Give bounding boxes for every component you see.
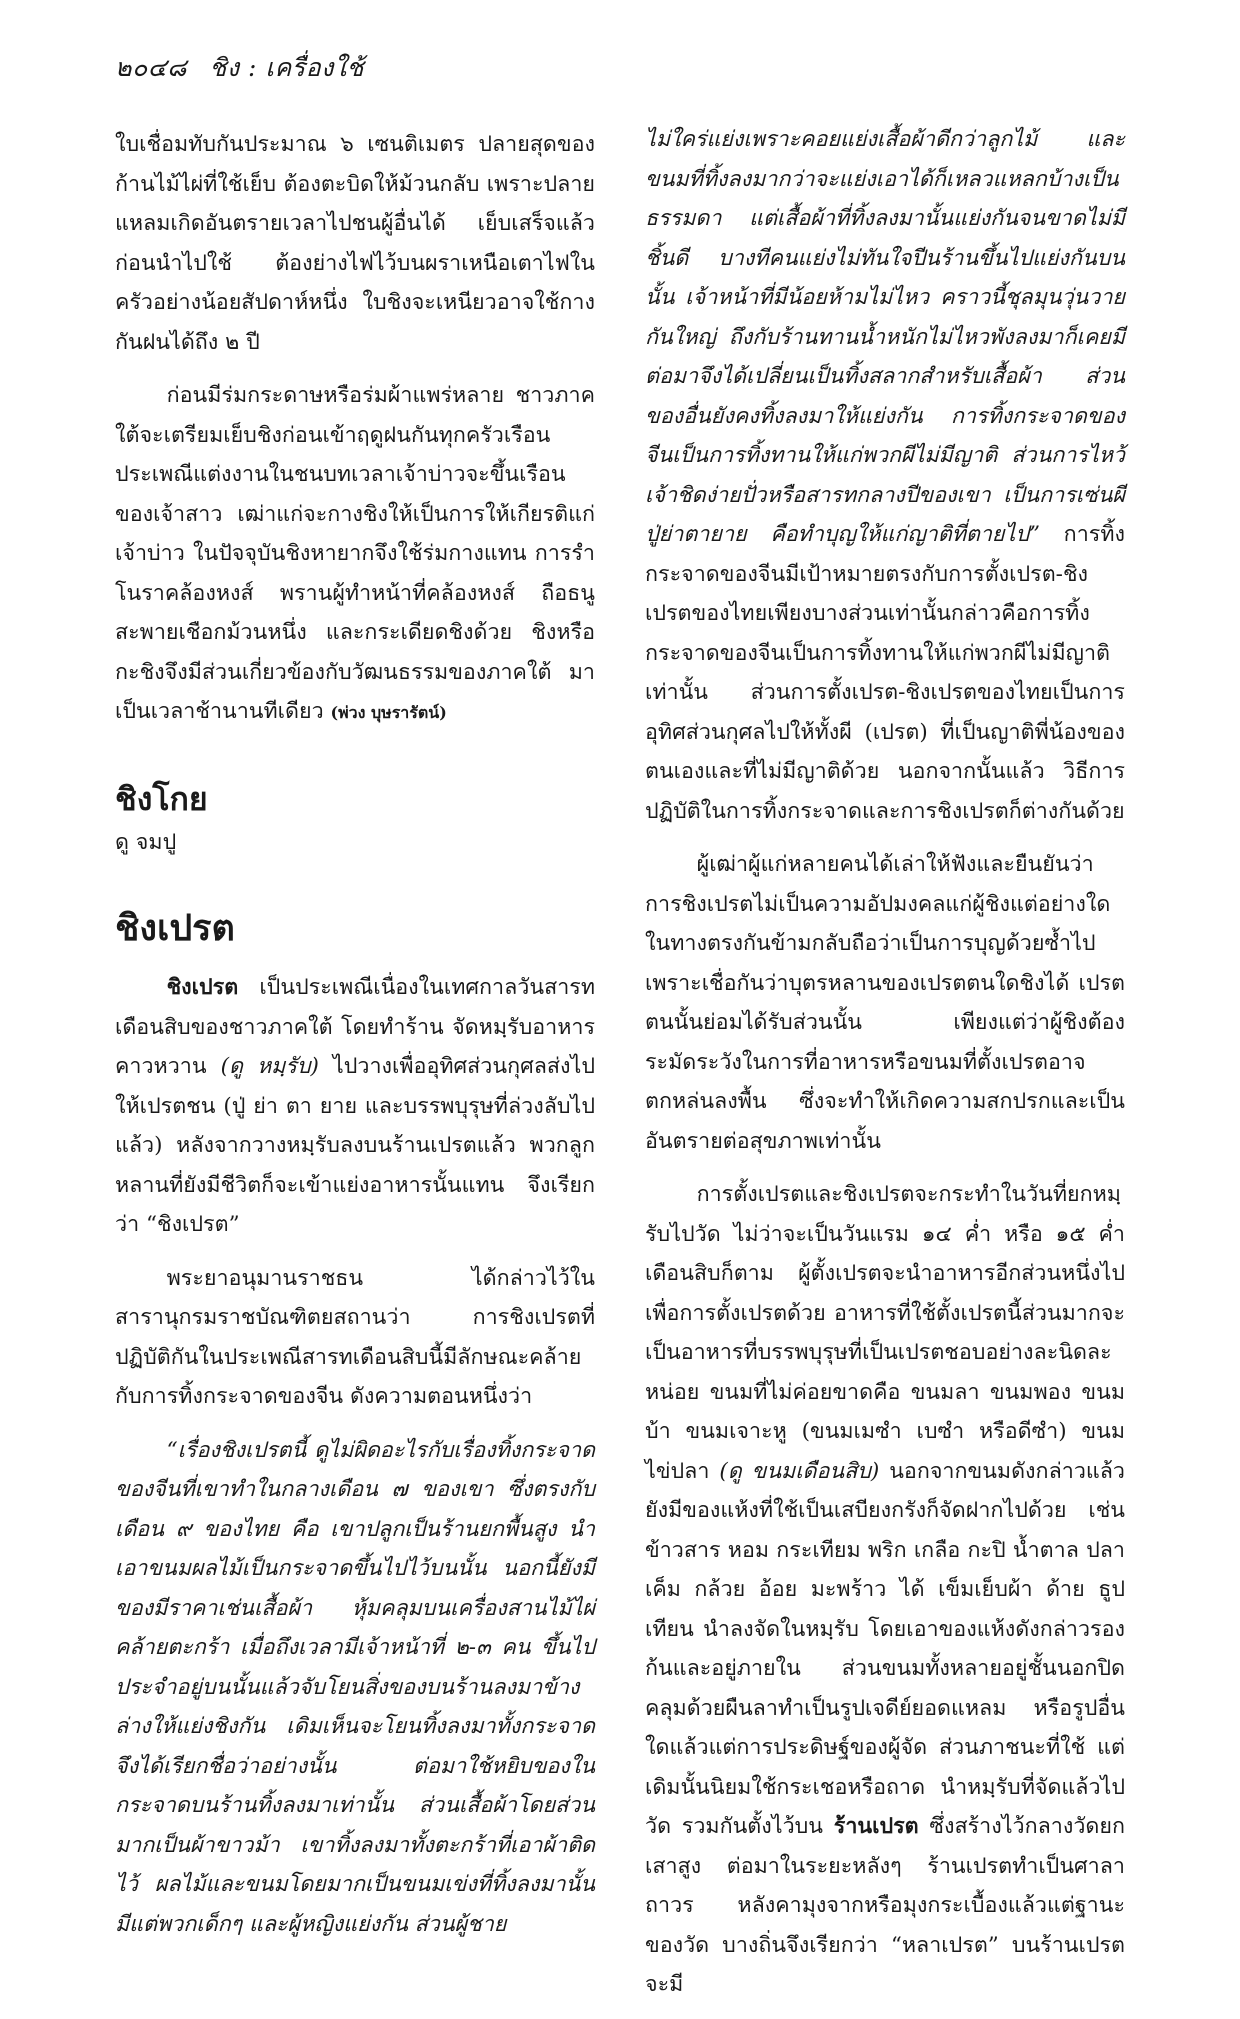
- quotation: “เรื่องชิงเปรตนี้ ดูไม่ผิดอะไรกับเรื่องทิ้งกระจาดของจีนที่เขาทำในกลางเดือน ๗ ของเขา ซึ่งตรงกับเดือน ๙ ของไทย คือ เขาปลูกเป็นร้านยกพื้นสูง นำเอาขนมผลไม้เป็นกระจาดขึ้นไปไว้บนนั้น นอกนี้ยังมีของมีราคาเช่นเสื้อผ้า หุ้มคลุมบนเครื่องสานไม้ไผ่ คล้ายตะกร้า เมื่อถึงเวลามีเจ้าหน้าที่ ๒-๓ คน ขึ้นไปประจำอยู่บนนั้นแล้วจับโยนสิ่งของบนร้านลงมาข้างล่างให้แย่งชิงกัน เดิมเห็นจะโยนทิ้งลงมาทั้งกระจาดจึงได้เรียกชื่อว่าอย่างนั้น ต่อมาใช้หยิบของในกระจาดบนร้านทิ้งลงมาเท่านั้น ส่วนเสื้อผ้าโดยส่วนมากเป็นผ้าขาวม้า เขาทิ้งลงมาทั้งตะกร้าที่เอาผ้าติดไว้ ผลไม้และขนมโดยมากเป็นขนมเข่งที่ทิ้งลงมานั้นมีแต่พวกเด็กๆ และผู้หญิงแย่งกัน ส่วนผู้ชาย: [115, 1437, 595, 1937]
- running-title: ชิง : เครื่องใช้: [209, 53, 364, 82]
- paragraph: ใบเชื่อมทับกันประมาณ ๖ เซนติเมตร ปลายสุดของก้านไม้ไผ่ที่ใช้เย็บ ต้องตะบิดให้ม้วนกลับ เพราะปลายแหลมเกิดอันตรายเวลาไปชนผู้อื่นได้ เย็บเสร็จแล้วก่อนนำไปใช้ ต้องย่างไฟไว้บนผราเหนือเตาไฟในครัวอย่างน้อยสัปดาห์หนึ่ง ใบชิงจะเหนียวอาจใช้กางกันฝนได้ถึง ๒ ปี: [115, 132, 595, 355]
- entry-title: ชิงเปรต: [115, 907, 235, 949]
- paragraph: พระยาอนุมานราชธน ได้กล่าวไว้ในสารานุกรมราชบัณฑิตยสถานว่า การชิงเปรตที่ปฏิบัติกันในประเพณีสารทเดือนสิบนี้มีลักษณะคล้ายกับการทิ้งกระจาดของจีน ดังความตอนหนึ่งว่า: [115, 1265, 595, 1409]
- paragraph: การตั้งเปรตและชิงเปรตจะกระทำในวันที่ยกหมฺรับไปวัด ไม่ว่าจะเป็นวันแรม ๑๔ ค่ำ หรือ ๑๕ ค่ำ เดือนสิบก็ตาม ผู้ตั้งเปรตจะนำอาหารอีกส่วนหนึ่งไปเพื่อการตั้งเปรตด้วย อาหารที่ใช้ตั้งเปรตนี้ส่วนมากจะเป็นอาหารที่บรรพบุรุษที่เป็นเปรตชอบอย่างละนิดละหน่อย ขนมที่ไม่ค่อยขาดคือ ขนมลา ขนมพอง ขนมบ้า ขนมเจาะหู (ขนมเมซำ เบซำ หรือดีซำ) ขนมไข่ปลา (ดู ขนมเดือนสิบ) นอกจากขนมดังกล่าวแล้ว ยังมีของแห้งที่ใช้เป็นเสบียงกรังก็จัดฝากไปด้วย เช่น ข้าวสาร หอม กระเทียม พริก เกลือ กะปิ น้ำตาล ปลาเค็ม กล้วย อ้อย มะพร้าว ได้ เข็มเย็บผ้า ด้าย ธูปเทียน นำลงจัดในหมฺรับ โดยเอาของแห้งดังกล่าวรองก้นและอยู่ภายใน ส่วนขนมทั้งหลายอยู่ชั้นนอกปิดคลุมด้วยผืนลาทำเป็นรูปเจดีย์ยอดแหลม หรือรูปอื่นใดแล้วแต่การประดิษฐ์ของผู้จัด ส่วนภาชนะที่ใช้ แต่เดิมนั้นนิยมใช้กระเชอหรือถาด นำหมฺรับที่จัดแล้วไปวัด รวมกันตั้งไว้บน ร้านเปรต ซึ่งสร้างไว้กลางวัดยกเสาสูง ต่อมาในระยะหลังๆ ร้านเปรตทำเป็นศาลาถาวร หลังคามุงจากหรือมุงกระเบื้องแล้วแต่ฐานะของวัด บางถิ่นจึงเรียกว่า “หลาเปรต” บนร้านเปรตจะมี: [645, 1182, 1126, 1997]
- page-number: ๒๐๔๘: [115, 53, 187, 82]
- author-credit: (พ่วง บุษรารัตน์): [330, 703, 447, 722]
- running-header: [115, 48, 364, 88]
- entry-title: ชิงโกย: [115, 779, 208, 818]
- paragraph: ชิงเปรต เป็นประเพณีเนื่องในเทศกาลวันสารทเดือนสิบของชาวภาคใต้ โดยทำร้าน จัดหมฺรับอาหารคาวหวาน (ดู หมฺรับ) ไปวางเพื่ออุทิศส่วนกุศลส่งไปให้เปรตชน (ปู่ ย่า ตา ยาย และบรรพบุรุษที่ล่วงลับไปแล้ว) หลังจากวางหมฺรับลงบนร้านเปรตแล้ว พวกลูกหลานที่ยังมีชีวิตก็จะเข้าแย่งอาหารนั้นแทน จึงเรียกว่า “ชิงเปรต”: [115, 975, 595, 1237]
- cross-reference: (ดู หมฺรับ): [220, 1054, 319, 1079]
- cross-reference: (ดู ขนมเดือนสิบ): [719, 1458, 880, 1484]
- left-column: [115, 125, 595, 1958]
- right-column: [645, 120, 1125, 2019]
- paragraph: ก่อนมีร่มกระดาษหรือร่มผ้าแพร่หลาย ชาวภาคใต้จะเตรียมเย็บชิงก่อนเข้าฤดูฝนกันทุกครัวเรือนประเพณีแต่งงานในชนบทเวลาเจ้าบ่าวจะขึ้นเรือนของเจ้าสาว เฒ่าแก่จะกางชิงให้เป็นการให้เกียรติแก่เจ้าบ่าว ในปัจจุบันชิงหายากจึงใช้ร่มกางแทน การรำโนราคล้องหงส์ พรานผู้ทำหน้าที่คล้องหงส์ ถือธนูสะพายเชือกม้วนหนึ่ง และกระเดียดชิงด้วย ชิงหรือกะชิงจึงมีส่วนเกี่ยวข้องกับวัฒนธรรมของภาคใต้ มาเป็นเวลาช้านานทีเดียว (พ่วง บุษรารัตน์): [115, 383, 595, 724]
- term-bold: ร้านเปรต: [833, 1814, 919, 1839]
- paragraph: ไม่ใคร่แย่งเพราะคอยแย่งเสื้อผ้าดีกว่าลูกไม้ และขนมที่ทิ้งลงมากว่าจะแย่งเอาได้ก็เหลวแหลกบ้างเป็นธรรมดา แต่เสื้อผ้าที่ทิ้งลงมานั้นแย่งกันจนขาดไม่มีชิ้นดี บางทีคนแย่งไม่ทันใจปีนร้านขึ้นไปแย่งกันบนนั้น เจ้าหน้าที่มีน้อยห้ามไม่ไหว คราวนี้ชุลมุนวุ่นวายกันใหญ่ ถึงกับร้านทานน้ำหนักไม่ไหวพังลงมาก็เคยมีต่อมาจึงได้เปลี่ยนเป็นทิ้งสลากสำหรับเสื้อผ้า ส่วนของอื่นยังคงทิ้งลงมาให้แย่งกัน การทิ้งกระจาดของจีนเป็นการทิ้งทานให้แก่พวกผีไม่มีญาติ ส่วนการไหว้เจ้าชิดง่ายปั่วหรือสารทกลางปีของเขา เป็นการเซ่นผีปู่ย่าตายาย คือทำบุญให้แก่ญาติที่ตายไป” การทิ้งกระจาดของจีนมีเป้าหมายตรงกับการตั้งเปรต-ชิงเปรตของไทยเพียงบางส่วนเท่านั้นกล่าวคือการทิ้งกระจาดของจีนเป็นการทิ้งทานให้แก่พวกผีไม่มีญาติเท่านั้น ส่วนการตั้งเปรต-ชิงเปรตของไทยเป็นการอุทิศส่วนกุศลไปให้ทั้งผี (เปรต) ที่เป็นญาติพี่น้องของตนเองและที่ไม่มีญาติด้วย นอกจากนั้นแล้ว วิธีการปฏิบัติในการทิ้งกระจาดและการชิงเปรตก็ต่างกันด้วย: [645, 127, 1125, 824]
- quotation-continued: ไม่ใคร่แย่งเพราะคอยแย่งเสื้อผ้าดีกว่าลูกไม้ และขนมที่ทิ้งลงมากว่าจะแย่งเอาได้ก็เหลวแหลกบ้างเป็นธรรมดา แต่เสื้อผ้าที่ทิ้งลงมานั้นแย่งกันจนขาดไม่มีชิ้นดี บางทีคนแย่งไม่ทันใจปีนร้านขึ้นไปแย่งกันบนนั้น เจ้าหน้าที่มีน้อยห้ามไม่ไหว คราวนี้ชุลมุนวุ่นวายกันใหญ่ ถึงกับร้านทานน้ำหนักไม่ไหวพังลงมาก็เคยมีต่อมาจึงได้เปลี่ยนเป็นทิ้งสลากสำหรับเสื้อผ้า ส่วนของอื่นยังคงทิ้งลงมาให้แย่งกัน การทิ้งกระจาดของจีนเป็นการทิ้งทานให้แก่พวกผีไม่มีญาติ ส่วนการไหว้เจ้าชิดง่ายปั่วหรือสารทกลางปีของเขา เป็นการเซ่นผีปู่ย่าตายาย คือทำบุญให้แก่ญาติที่ตายไป”: [645, 127, 1125, 547]
- term-bold: ชิงเปรต: [166, 975, 239, 1000]
- paragraph: ผู้เฒ่าผู้แก่หลายคนได้เล่าให้ฟังและยืนยันว่า การชิงเปรตไม่เป็นความอัปมงคลแก่ผู้ชิงแต่อย่างใด ในทางตรงกันข้ามกลับถือว่าเป็นการบุญด้วยซ้ำไป เพราะเชื่อกันว่าบุตรหลานของเปรตตนใดชิงได้ เปรตตนนั้นย่อมได้รับส่วนนั้น เพียงแต่ว่าผู้ชิงต้องระมัดระวังในการที่อาหารหรือขนมที่ตั้งเปรตอาจตกหล่นลงพื้น ซึ่งจะทำให้เกิดความสกปรกและเป็นอันตรายต่อสุขภาพเท่านั้น: [645, 852, 1125, 1154]
- cross-reference: ดู จมปู: [115, 829, 177, 855]
